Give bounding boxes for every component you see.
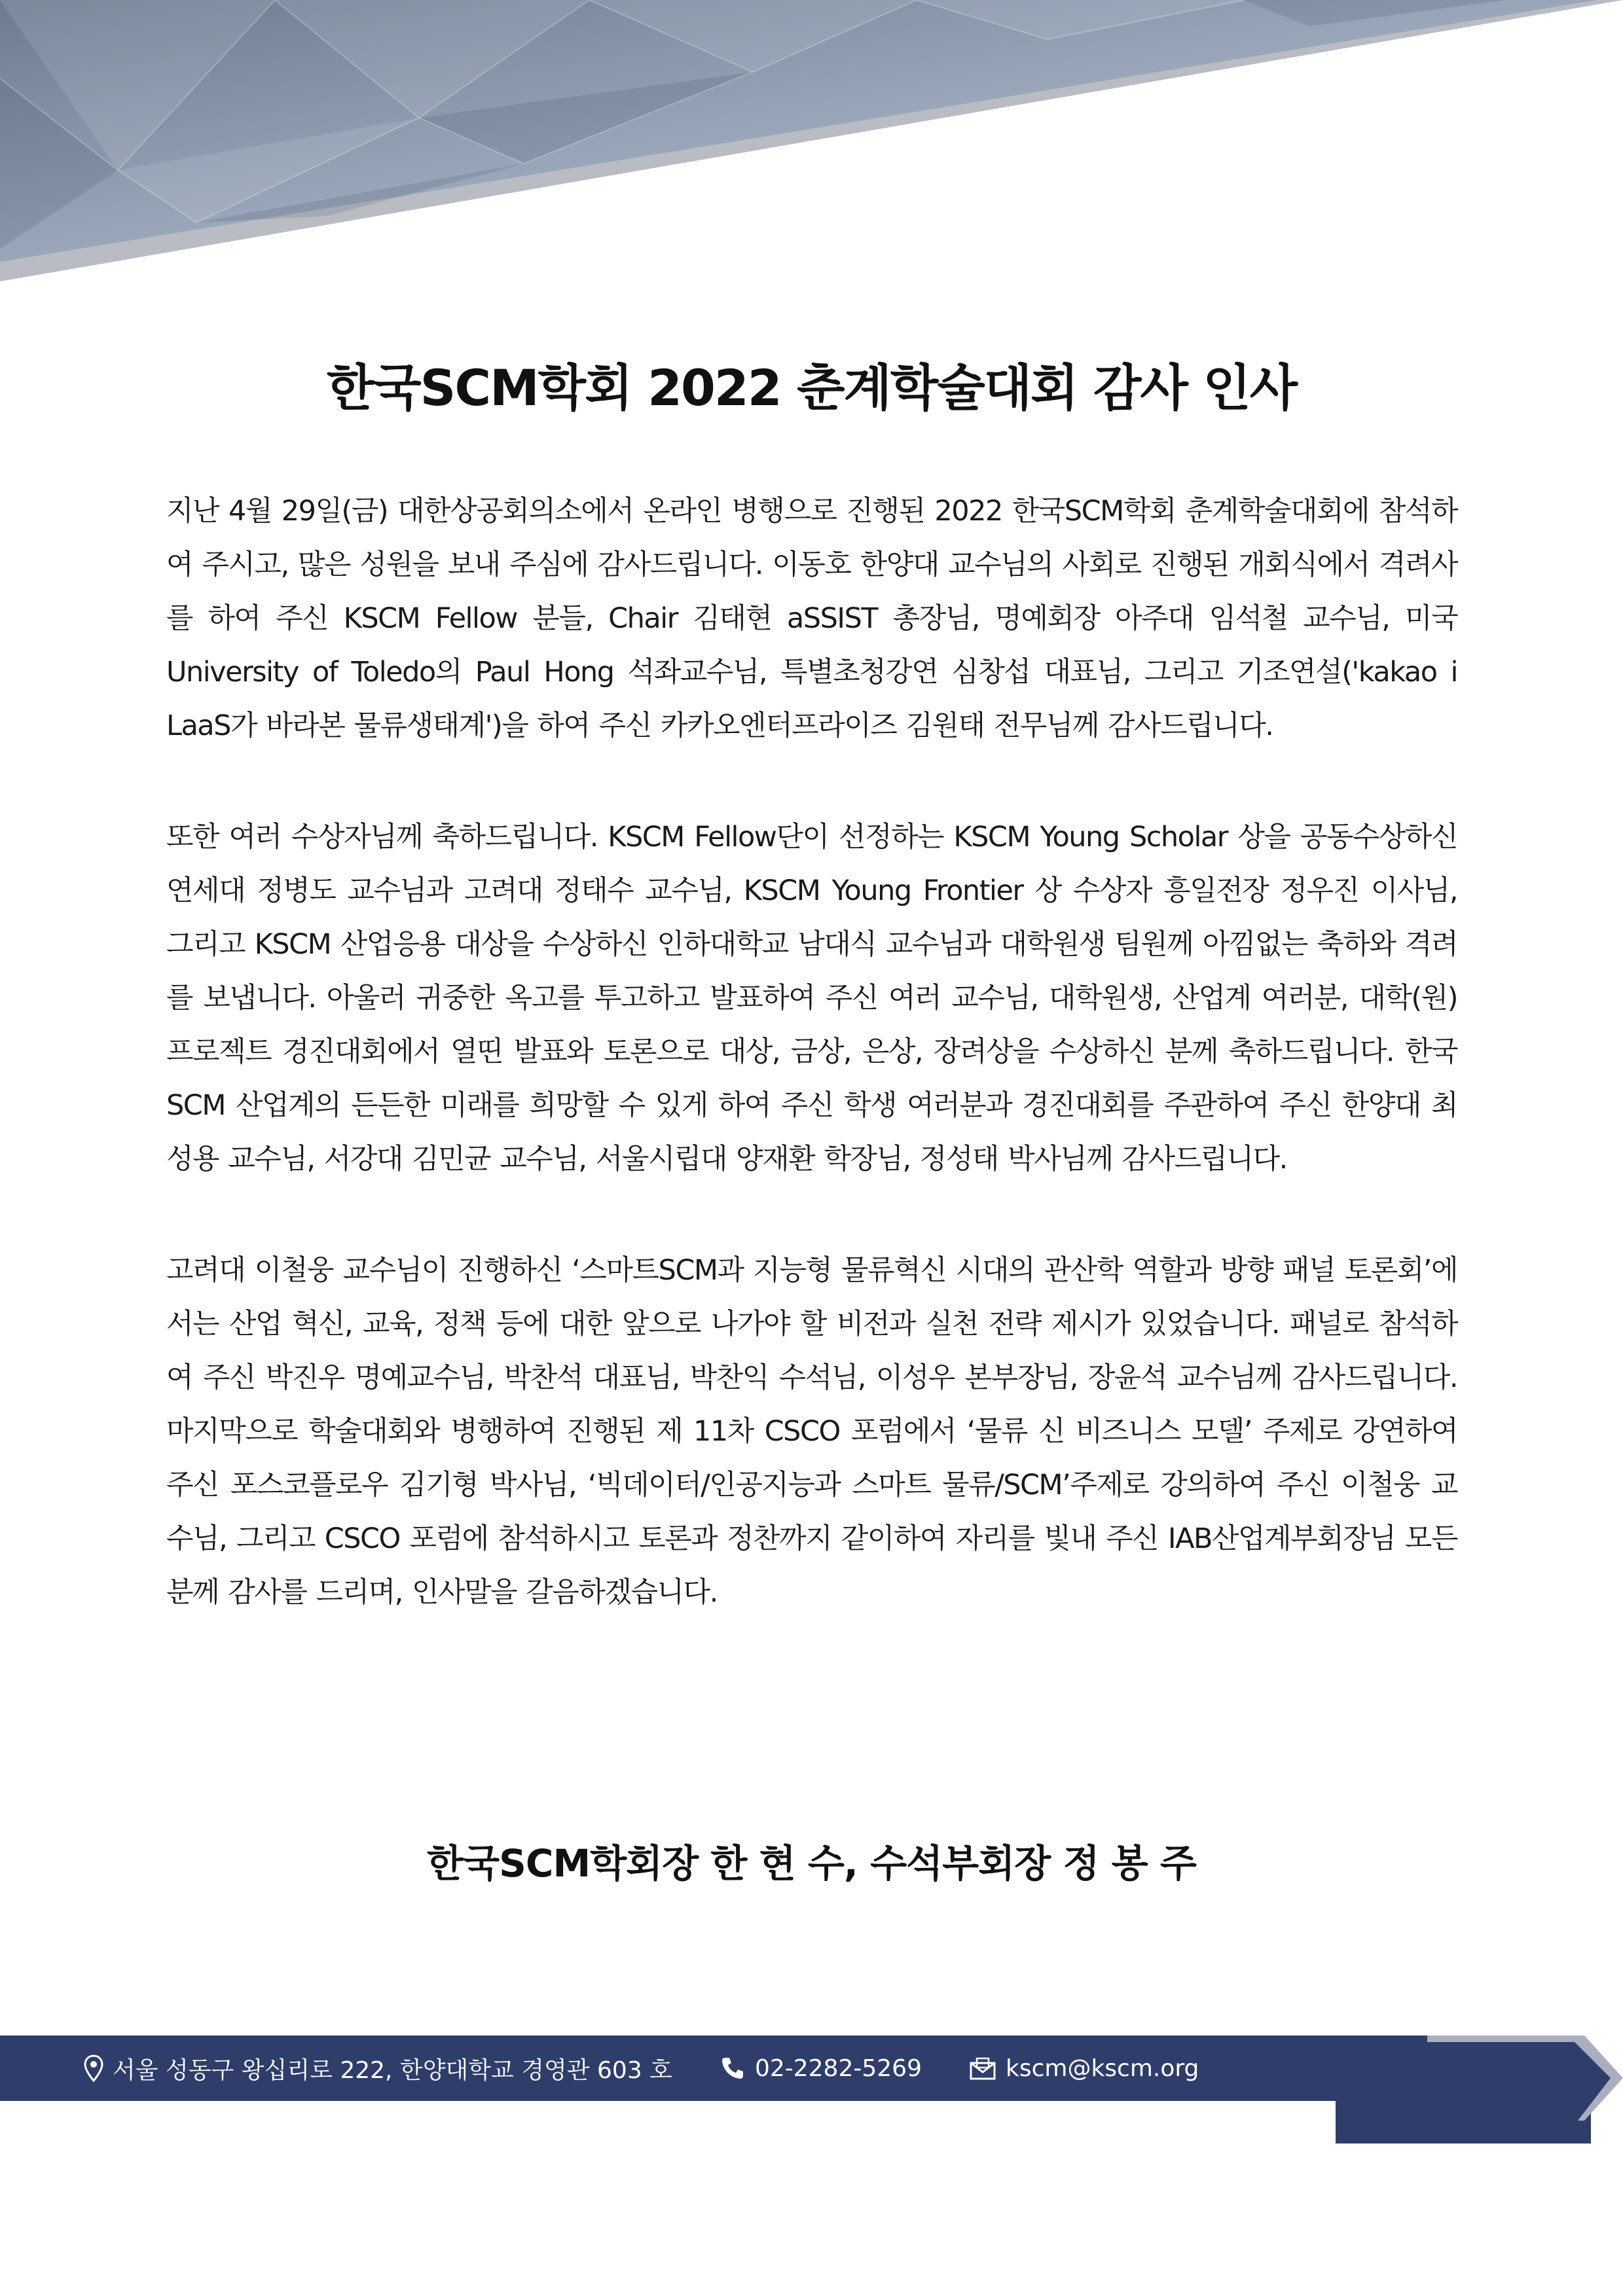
phone-icon (720, 2055, 746, 2081)
footer-contact (84, 2045, 1246, 2091)
footer-address (84, 2052, 672, 2085)
letter-body (166, 484, 1457, 1677)
footer-phone (720, 2055, 922, 2082)
footer-email (969, 2055, 1199, 2082)
address-text: 서울 성동구 왕십리로 222, 한양대학교 경영관 603 호 (113, 2056, 672, 2084)
email-text[interactable]: kscm@kscm.org (1005, 2054, 1199, 2082)
signature: 한국SCM학회장 한 현 수, 수석부회장 정 봉 주 (427, 1841, 1196, 1886)
mail-icon (969, 2056, 996, 2080)
paragraph-awards: 또한 여러 수상자님께 축하드립니다. KSCM Fellow단이 선정하는 KSCM Young Scholar 상을 공동수상하신 연세대 정병도 교수님과 고려대 정태수 교수님, KSCM Young Frontier 상 수상자 흥일전장 정우진 이사님, 그리고 KSCM 산업응용 대상을 수상하신 인하대학교 남대식 교수님과 대학원생 팀원께 아낌없는 축하와 격려를 보냅니다. 아울러 귀중한 옥고를 투고하고 발표하여 주신 여러 교수님, 대학원생, 산업계 여러분, 대학(원) 프로젝트 경진대회에서 열띤 발표와 토론으로 대상, 금상, 은상, 장려상을 수상하신 분께 축하드립니다. 한국SCM 산업계의 든든한 미래를 희망할 수 있게 하여 주신 학생 여러분과 경진대회를 주관하여 주신 한양대 최성용 교수님, 서강대 김민균 교수님, 서울시립대 양재환 학장님, 정성태 박사님께 감사드립니다. (166, 821, 1457, 1175)
paragraph-panel: 고려대 이철웅 교수님이 진행하신 ‘스마트SCM과 지능형 물류혁신 시대의 관산학 역할과 방향 패널 토론회’에서는 산업 혁신, 교육, 정책 등에 대한 앞으로 나가야 할 비전과 실천 전략 제시가 있었습니다. 패널로 참석하여 주신 박진우 명예교수님, 박찬석 대표님, 박찬익 수석님, 이성우 본부장님, 장윤석 교수님께 감사드립니다. 마지막으로 학술대회와 병행하여 진행된 제 11차 CSCO 포럼에서 ‘물류 신 비즈니스 모델’ 주제로 강연하여 주신 포스코플로우 김기형 박사님, ‘빅데이터/인공지능과 스마트 물류/SCM’주제로 강의하여 주신 이철웅 교수님, 그리고 CSCO 포럼에 참석하시고 토론과 정찬까지 같이하여 자리를 빛내 주신 IAB산업계부회장님 모든 분께 감사를 드리며, 인사말을 갈음하겠습니다. (166, 1254, 1457, 1609)
location-pin-icon (84, 2054, 103, 2082)
phone-text: 02-2282-5269 (754, 2054, 922, 2082)
paragraph-opening: 지난 4월 29일(금) 대한상공회의소에서 온라인 병행으로 진행된 2022 한국SCM학회 춘계학술대회에 참석하여 주시고, 많은 성원을 보내 주심에 감사드립니다. 이동호 한양대 교수님의 사회로 진행된 개회식에서 격려사를 하여 주신 KSCM Fellow 분들, Chair 김태현 aSSIST 총장님, 명예회장 아주대 임석철 교수님, 미국 University of Toledo의 Paul Hong 석좌교수님, 특별초청강연 심창섭 대표님, 그리고 기조연설('kakao i LaaS가 바라본 물류생태계')을 하여 주신 카카오엔터프라이즈 김원태 전무님께 감사드립니다. (166, 495, 1457, 742)
page-title: 한국SCM학회 2022 춘계학술대회 감사 인사 (326, 359, 1297, 417)
header-banner (0, 0, 1623, 288)
